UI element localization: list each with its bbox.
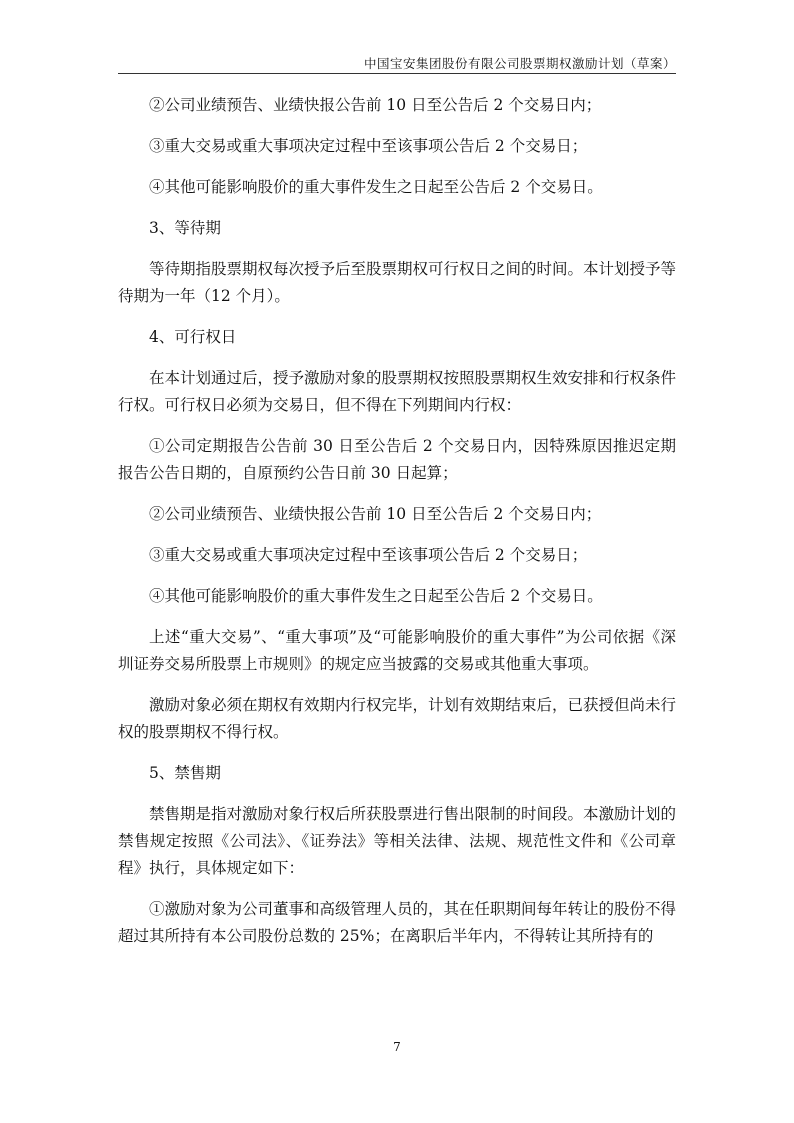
paragraph-waiting-period: 等待期指股票期权每次授予后至股票期权可行权日之间的时间。本计划授予等待期为一年（12 个月）。 — [118, 260, 677, 305]
header-rule — [118, 73, 676, 74]
paragraph-restricted-period-4: ④其他可能影响股价的重大事件发生之日起至公告后 2 个交易日。 — [149, 587, 603, 605]
page-number: 7 — [393, 1040, 401, 1054]
paragraph-restricted-period-3: ③重大交易或重大事项决定过程中至该事项公告后 2 个交易日； — [149, 546, 588, 564]
paragraph-exercise-restriction-3: ③重大交易或重大事项决定过程中至该事项公告后 2 个交易日； — [149, 137, 588, 155]
paragraph-major-events-definition: 上述“重大交易”、“重大事项”及“可能影响股价的重大事件”为公司依据《深圳证券交易所股票上市规则》的规定应当披露的交易或其他重大事项。 — [118, 628, 676, 673]
section-heading-exercisable-date: 4、可行权日 — [149, 328, 237, 346]
page-header: 中国宝安集团股份有限公司股票期权激励计划（草案） — [363, 56, 676, 71]
document-body — [118, 92, 676, 950]
paragraph-restricted-period-2: ②公司业绩预告、业绩快报公告前 10 日至公告后 2 个交易日内； — [149, 505, 602, 523]
paragraph-lockup-rule-1: ①激励对象为公司董事和高级管理人员的，其在任职期间每年转让的股份不得超过其所持有本公司股份总数的 25%；在离职后半年内，不得转让其所持有的 — [118, 900, 677, 945]
paragraph-exercise-deadline: 激励对象必须在期权有效期内行权完毕，计划有效期结束后，已获授但尚未行权的股票期权不得行权。 — [118, 696, 677, 741]
paragraph-exercisable-date: 在本计划通过后，授予激励对象的股票期权按照股票期权生效安排和行权条件行权。可行权日必须为交易日，但不得在下列期间内行权： — [118, 369, 677, 414]
paragraph-exercise-restriction-2: ②公司业绩预告、业绩快报公告前 10 日至公告后 2 个交易日内； — [149, 96, 602, 114]
paragraph-restricted-period-1: ①公司定期报告公告前 30 日至公告后 2 个交易日内，因特殊原因推迟定期报告公告日期的，自原预约公告日前 30 日起算； — [118, 437, 676, 482]
paragraph-exercise-restriction-4: ④其他可能影响股价的重大事件发生之日起至公告后 2 个交易日。 — [149, 178, 603, 196]
paragraph-lockup-period: 禁售期是指对激励对象行权后所获股票进行售出限制的时间段。本激励计划的禁售规定按照《公司法》、《证券法》等相关法律、法规、规范性文件和《公司章程》执行，具体规定如下： — [118, 805, 677, 877]
section-heading-lockup-period: 5、禁售期 — [149, 764, 221, 782]
section-heading-waiting-period: 3、等待期 — [149, 219, 221, 237]
